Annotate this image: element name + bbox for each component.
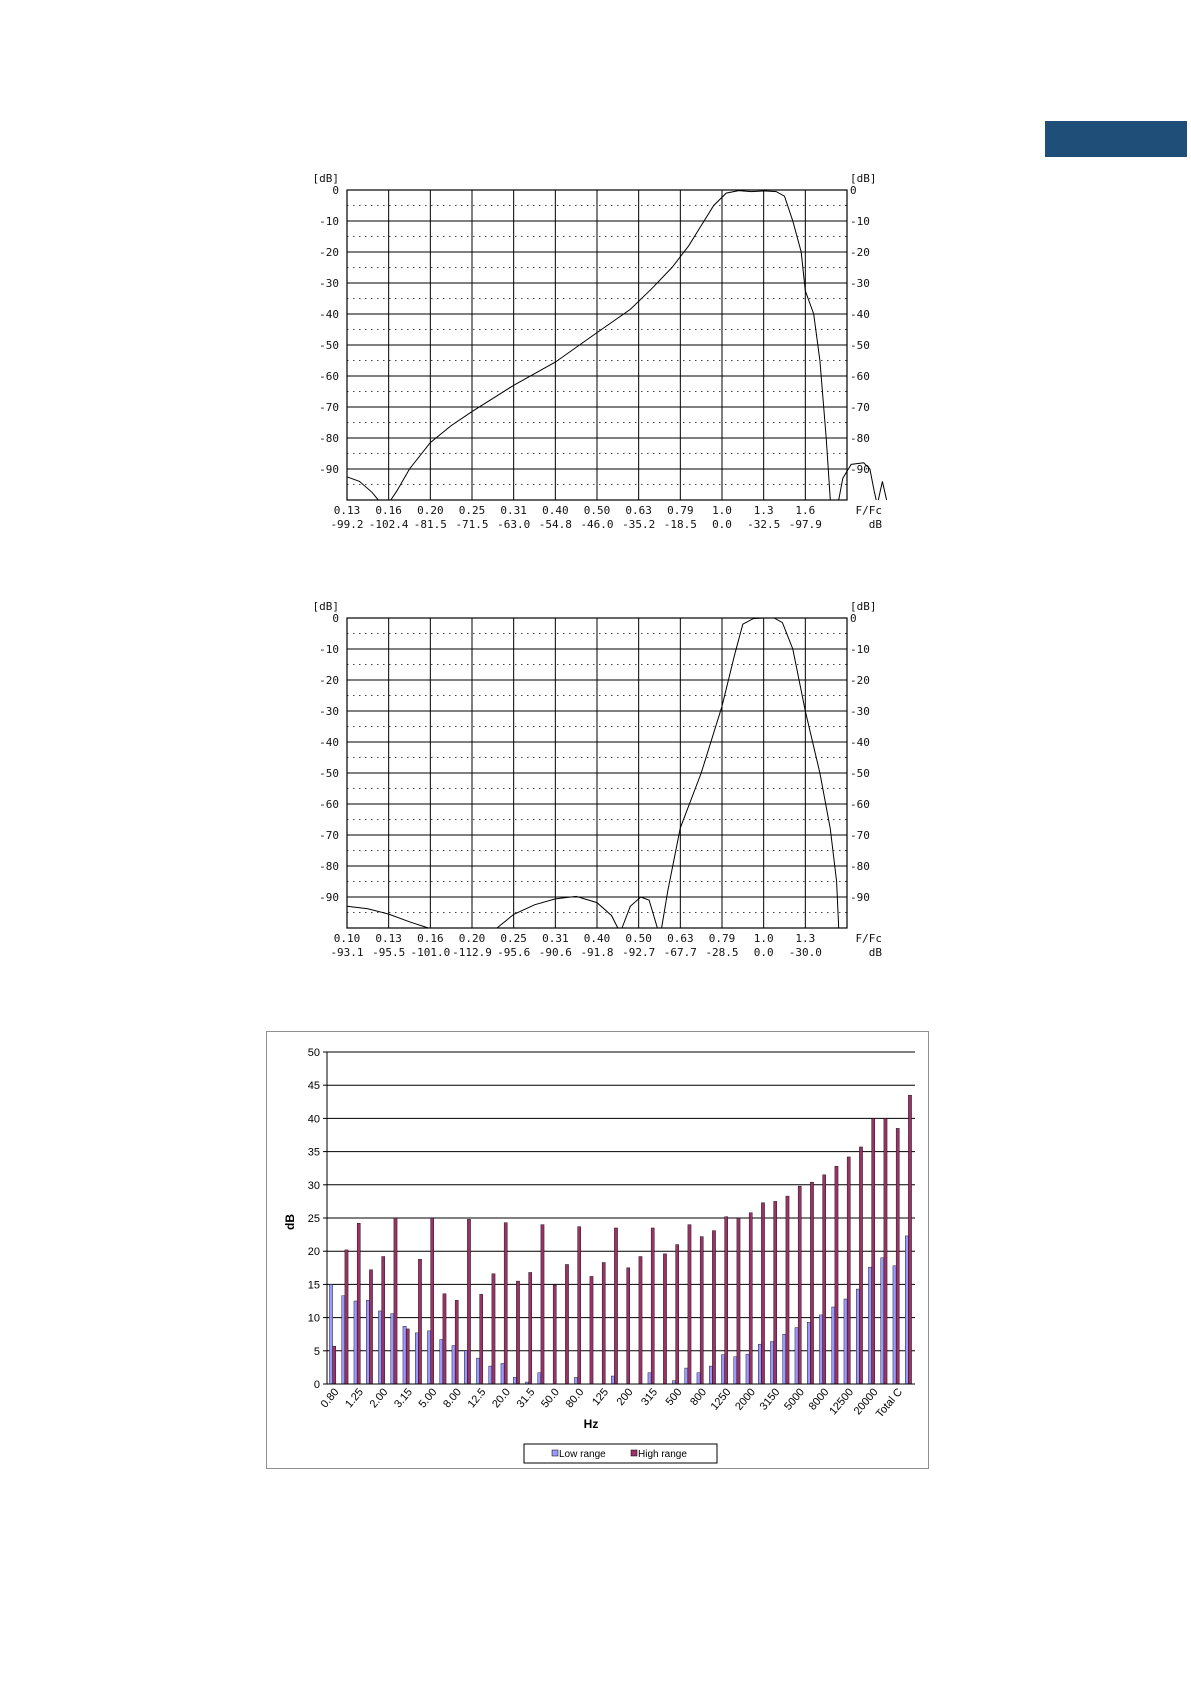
y-tick-label-right: -30 [850, 705, 870, 718]
y-tick-label: 10 [307, 1312, 320, 1325]
bar-low-range [881, 1258, 884, 1384]
y-axis-title-left: [dB] [312, 172, 339, 185]
y-axis-title: dB [283, 1214, 297, 1230]
bar-low-range [574, 1377, 577, 1384]
x-tick-label: 3.15 [392, 1386, 416, 1411]
bar-high-range [725, 1217, 728, 1384]
y-tick-label-right: -10 [850, 643, 870, 656]
x-tick-label: 31.5 [514, 1386, 538, 1411]
bar-high-range [553, 1285, 556, 1384]
bar-high-range [333, 1346, 336, 1384]
x-value-label: -30.0 [788, 946, 822, 959]
x-tick-label: 3150 [757, 1386, 783, 1413]
x-tick-label: 0.16 [375, 504, 402, 517]
value-row-unit: dB [868, 946, 882, 959]
filter-response-plot-1 [300, 170, 900, 540]
x-value-label: -54.8 [538, 518, 572, 531]
x-value-label: -95.5 [372, 946, 406, 959]
bar-high-range [529, 1272, 532, 1384]
x-axis-title: Hz [583, 1417, 599, 1431]
bar-high-range [639, 1257, 642, 1384]
bar-high-range [578, 1227, 581, 1384]
y-tick-label-left: -80 [319, 432, 339, 445]
x-value-label: -93.1 [330, 946, 364, 959]
bar-high-range [431, 1218, 434, 1384]
y-tick-label-right: -60 [850, 370, 870, 383]
bar-high-range [590, 1276, 593, 1384]
y-tick-label-left: -90 [319, 463, 339, 476]
bar-high-range [455, 1300, 458, 1384]
y-tick-label: 20 [307, 1246, 320, 1259]
value-row-unit: dB [868, 518, 882, 531]
x-value-label: -95.6 [497, 946, 531, 959]
bar-high-range [798, 1186, 801, 1384]
x-tick-label: 0.63 [625, 504, 652, 517]
bar-low-range [758, 1344, 761, 1384]
bar-low-range [807, 1322, 810, 1384]
x-tick-label: 200 [614, 1386, 636, 1408]
bar-high-range [541, 1225, 544, 1384]
bar-high-range [627, 1268, 630, 1384]
y-tick-label-right: -80 [850, 432, 870, 445]
x-tick-label: 8.00 [441, 1386, 465, 1411]
y-tick-label-left: -50 [319, 767, 339, 780]
bar-low-range [868, 1267, 871, 1384]
bar-low-range [378, 1311, 381, 1384]
bar-high-range [663, 1254, 666, 1384]
y-tick-label: 15 [307, 1279, 320, 1292]
y-tick-label-left: 0 [332, 612, 339, 625]
y-tick-label: 25 [307, 1213, 320, 1225]
x-value-label: -67.7 [663, 946, 697, 959]
bar-low-range [513, 1377, 516, 1384]
x-value-label: -18.5 [663, 518, 697, 531]
bar-high-range [382, 1257, 385, 1384]
bar-high-range [394, 1218, 397, 1384]
bar-high-range [688, 1225, 691, 1384]
x-value-label: -101.0 [410, 946, 451, 959]
y-tick-label-left: -70 [319, 829, 339, 842]
bar-high-range [908, 1095, 911, 1384]
legend-label-low-range: Low range [559, 1449, 606, 1460]
x-tick-label: 0.79 [667, 504, 694, 517]
y-tick-label-left: -10 [319, 643, 339, 656]
bar-low-range [905, 1236, 908, 1384]
x-tick-label: 1.0 [712, 504, 732, 517]
y-tick-label: 0 [313, 1379, 320, 1391]
y-tick-label-right: -70 [850, 829, 870, 842]
bar-high-range [357, 1223, 360, 1384]
bar-low-range [648, 1373, 651, 1384]
bar-high-range [565, 1264, 568, 1384]
x-tick-label: 50.0 [539, 1386, 563, 1411]
y-tick-label-right: 0 [850, 184, 857, 197]
bar-high-range [418, 1259, 421, 1384]
y-tick-label: 30 [307, 1179, 320, 1192]
response-curve-segment-3 [878, 481, 886, 500]
x-tick-label: 0.13 [333, 504, 361, 517]
bar-low-range [795, 1328, 798, 1384]
y-axis-title-right: [dB] [850, 172, 877, 185]
bar-low-range [366, 1300, 369, 1384]
response-curve-segment-3 [622, 897, 657, 928]
x-value-label: -97.9 [788, 518, 822, 531]
y-tick-label-right: -40 [850, 308, 870, 321]
y-tick-label: 50 [307, 1047, 320, 1059]
x-tick-label: 20000 [851, 1386, 881, 1418]
x-value-label: -46.0 [580, 518, 614, 531]
bar-high-range [712, 1231, 715, 1384]
x-tick-label: 315 [639, 1386, 661, 1408]
x-tick-label: 0.31 [542, 932, 569, 945]
bar-high-range [480, 1294, 483, 1384]
section-tab [1045, 121, 1187, 157]
bar-high-range [749, 1213, 752, 1384]
x-tick-label: 1250 [708, 1386, 734, 1413]
x-value-label: -91.8 [580, 946, 614, 959]
y-tick-label-left: -30 [319, 705, 339, 718]
legend [524, 1444, 717, 1463]
filter-plot-1-svg [300, 170, 900, 540]
band-level-bar-chart [266, 1031, 929, 1469]
bar-high-range [443, 1294, 446, 1384]
bar-low-range [783, 1334, 786, 1384]
x-value-label: -90.6 [538, 946, 572, 959]
bar-high-range [700, 1237, 703, 1384]
x-tick-label: 0.50 [625, 932, 652, 945]
bar-high-range [345, 1250, 348, 1384]
y-tick-label-right: -20 [850, 674, 870, 687]
bar-high-range [786, 1196, 789, 1384]
x-value-label: -102.4 [368, 518, 409, 531]
y-tick-label-left: -10 [319, 215, 339, 228]
legend-label-high-range: High range [638, 1449, 687, 1460]
bar-chart-svg [267, 1032, 928, 1468]
bar-high-range [492, 1274, 495, 1384]
x-tick-label: 80.0 [563, 1386, 587, 1411]
bar-low-range [354, 1301, 357, 1384]
bar-high-range [896, 1128, 899, 1384]
y-tick-label-left: -40 [319, 736, 339, 749]
y-tick-label-left: -30 [319, 277, 339, 290]
x-tick-label: 0.40 [583, 932, 611, 945]
y-tick-label: 35 [307, 1146, 320, 1159]
filter-response-plot-2 [300, 598, 900, 968]
bar-high-range [761, 1203, 764, 1384]
bar-low-range [501, 1363, 504, 1384]
x-tick-label: 5.00 [416, 1386, 440, 1411]
x-value-label: -92.7 [622, 946, 656, 959]
x-tick-label: 5000 [782, 1386, 808, 1413]
y-tick-label-right: -20 [850, 246, 870, 259]
bar-low-range [709, 1366, 712, 1384]
bar-low-range [427, 1331, 430, 1384]
y-tick-label-left: -80 [319, 860, 339, 873]
bar-high-range [823, 1175, 826, 1384]
y-tick-label-left: -70 [319, 401, 339, 414]
x-tick-label: 0.25 [458, 504, 486, 517]
y-tick-label-left: -50 [319, 339, 339, 352]
x-tick-label: 125 [590, 1386, 612, 1408]
filter-plot-2-svg [300, 598, 900, 968]
y-tick-label-right: -30 [850, 277, 870, 290]
bar-high-range [872, 1118, 875, 1384]
bar-low-range [415, 1333, 418, 1384]
bar-low-range [832, 1307, 835, 1384]
y-tick-label-right: -60 [850, 798, 870, 811]
bar-low-range [770, 1342, 773, 1385]
y-tick-label-left: -60 [319, 370, 339, 383]
x-tick-label: 1.0 [753, 932, 774, 945]
x-tick-label: 0.10 [333, 932, 361, 945]
x-tick-label: 2000 [733, 1386, 759, 1413]
x-tick-label: 500 [663, 1386, 685, 1408]
x-axis-title: F/Fc [855, 932, 882, 945]
x-value-label: -35.2 [622, 518, 656, 531]
bar-high-range [602, 1262, 605, 1384]
x-tick-label: 2.00 [367, 1386, 391, 1411]
bar-high-range [516, 1281, 519, 1384]
bar-low-range [489, 1366, 492, 1384]
bar-low-range [329, 1284, 332, 1384]
y-tick-label-right: -90 [850, 463, 870, 476]
bar-low-range [856, 1289, 859, 1384]
y-tick-label-right: -50 [850, 767, 870, 780]
y-tick-label: 40 [307, 1113, 320, 1126]
bar-low-range [342, 1296, 345, 1384]
bar-low-range [403, 1326, 406, 1384]
x-tick-label: 0.80 [318, 1386, 342, 1411]
x-tick-label: Total C [873, 1386, 906, 1421]
bar-high-range [651, 1228, 654, 1384]
x-tick-label: 0.16 [417, 932, 444, 945]
y-tick-label-right: -10 [850, 215, 870, 228]
x-value-label: -71.5 [455, 518, 489, 531]
x-tick-label: 0.63 [667, 932, 694, 945]
x-tick-label: 0.20 [458, 932, 486, 945]
bar-low-range [734, 1357, 737, 1384]
y-tick-label-right: -90 [850, 891, 870, 904]
y-tick-label-right: -40 [850, 736, 870, 749]
bar-low-range [844, 1299, 847, 1384]
x-tick-label: 1.6 [795, 504, 816, 517]
x-tick-label: 8000 [806, 1386, 832, 1413]
x-tick-label: 1.3 [795, 932, 816, 945]
response-curve-segment-1 [347, 906, 428, 928]
x-tick-label: 0.79 [708, 932, 736, 945]
x-tick-label: 0.31 [500, 504, 527, 517]
bar-low-range [464, 1351, 467, 1384]
x-axis-title: F/Fc [855, 504, 882, 517]
bar-low-range [440, 1340, 443, 1384]
bar-high-range [406, 1329, 409, 1384]
legend-swatch-low-range [552, 1450, 558, 1456]
bar-low-range [538, 1373, 541, 1384]
bar-high-range [676, 1245, 679, 1384]
x-value-label: -32.5 [747, 518, 781, 531]
x-tick-label: 20.0 [490, 1386, 514, 1411]
bar-low-range [721, 1355, 724, 1384]
y-tick-label-left: -40 [319, 308, 339, 321]
x-tick-label: 12.5 [465, 1386, 489, 1411]
x-tick-label: 12500 [827, 1386, 857, 1418]
bar-high-range [737, 1218, 740, 1384]
x-value-label: -81.5 [413, 518, 447, 531]
x-tick-label: 0.40 [542, 504, 569, 517]
x-value-label: -63.0 [497, 518, 531, 531]
bar-low-range [452, 1345, 455, 1384]
x-value-label: 0.0 [712, 518, 732, 531]
bar-high-range [614, 1228, 617, 1384]
bar-low-range [476, 1358, 479, 1384]
x-tick-label: 0.13 [375, 932, 402, 945]
y-tick-label-left: -90 [319, 891, 339, 904]
y-tick-label: 45 [307, 1080, 320, 1093]
y-tick-label-right: -50 [850, 339, 870, 352]
x-tick-label: 1.3 [753, 504, 774, 517]
y-tick-label-left: -60 [319, 798, 339, 811]
x-tick-label: 0.20 [417, 504, 444, 517]
x-value-label: -112.9 [452, 946, 492, 959]
y-tick-label-left: -20 [319, 674, 339, 687]
y-tick-label-right: -80 [850, 860, 870, 873]
y-axis-title-left: [dB] [312, 600, 339, 613]
bar-high-range [859, 1147, 862, 1384]
bar-low-range [685, 1368, 688, 1384]
bar-high-range [774, 1201, 777, 1384]
x-tick-label: 1.25 [343, 1386, 367, 1411]
y-tick-label-left: 0 [332, 184, 339, 197]
bar-high-range [835, 1166, 838, 1384]
y-axis-title-right: [dB] [850, 600, 877, 613]
bar-high-range [847, 1157, 850, 1384]
y-tick-label: 5 [313, 1345, 320, 1358]
bar-high-range [884, 1118, 887, 1384]
y-tick-label-right: -70 [850, 401, 870, 414]
bar-low-range [746, 1354, 749, 1384]
y-tick-label-right: 0 [850, 612, 857, 625]
bar-low-range [697, 1373, 700, 1384]
bar-low-range [391, 1314, 394, 1384]
bar-low-range [611, 1376, 614, 1384]
bar-high-range [810, 1182, 813, 1384]
x-tick-label: 0.25 [500, 932, 527, 945]
bar-high-range [504, 1223, 507, 1384]
x-tick-label: 800 [688, 1386, 710, 1408]
x-value-label: -99.2 [330, 518, 364, 531]
legend-swatch-high-range [631, 1450, 637, 1456]
bar-high-range [369, 1270, 372, 1384]
bar-high-range [467, 1219, 470, 1384]
x-tick-label: 0.50 [583, 504, 611, 517]
bar-low-range [819, 1315, 822, 1384]
bar-low-range [893, 1266, 896, 1384]
y-tick-label-left: -20 [319, 246, 339, 259]
x-value-label: -28.5 [705, 946, 739, 959]
x-value-label: 0.0 [753, 946, 774, 959]
